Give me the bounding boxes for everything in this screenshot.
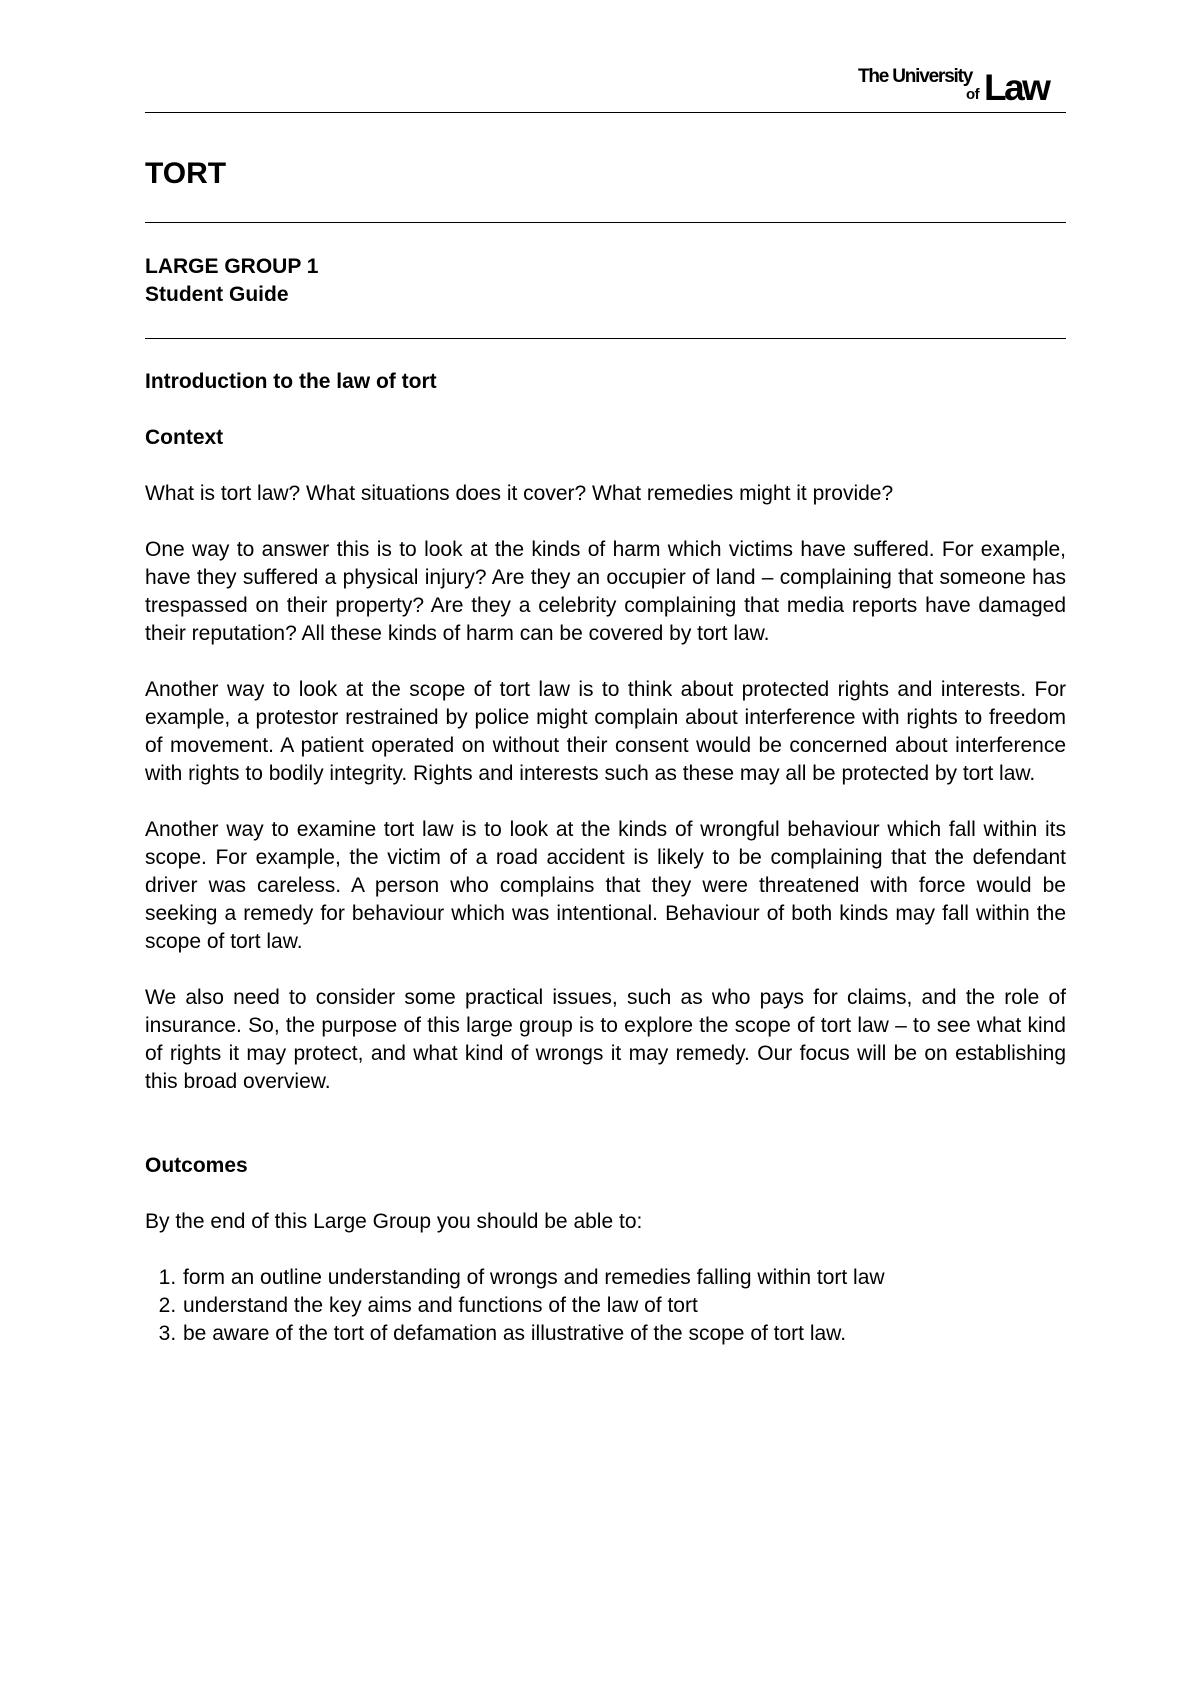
context-paragraph: One way to answer this is to look at the kinds of harm which victims have suffered. For example, have they suffered a physical injury? Are they an occupier of land – complaining that someone has trespassed on their property? Are they a celebrity complaining that media reports have damaged their reputation? All these kinds of harm can be covered by tort law. — [145, 538, 1066, 645]
context-paragraph: What is tort law? What situations does it cover? What remedies might it provide? — [145, 482, 894, 505]
outcomes-list — [145, 1264, 1066, 1348]
context-paragraph: We also need to consider some practical issues, such as who pays for claims, and the role of insurance. So, the purpose of this large group is to explore the scope of tort law – to see what kind of rights it may protect, and what kind of wrongs it may remedy. Our focus will be on establishing this broad overview. — [145, 986, 1066, 1093]
outcome-item: 1. form an outline understanding of wrongs and remedies falling within tort law — [182, 1264, 1066, 1292]
logo-text-of: of — [966, 86, 979, 103]
session-divider — [145, 338, 1066, 339]
outcome-item: 2. understand the key aims and functions of the law of tort — [182, 1292, 1066, 1320]
header-divider — [145, 112, 1066, 113]
logo-text-university: The University — [858, 66, 973, 87]
outcomes-heading: Outcomes — [145, 1154, 248, 1177]
outcome-item: 3. be aware of the tort of defamation as illustrative of the scope of tort law. — [182, 1320, 1066, 1348]
outcomes-intro: By the end of this Large Group you should be able to: — [145, 1210, 643, 1233]
context-heading: Context — [145, 426, 224, 449]
logo-text-law: Law — [984, 67, 1049, 108]
intro-heading: Introduction to the law of tort — [145, 370, 437, 393]
guide-label: Student Guide — [145, 283, 289, 306]
document-body — [145, 368, 1066, 1348]
title-divider — [145, 222, 1066, 223]
context-paragraph: Another way to look at the scope of tort law is to think about protected rights and interests. For example, a protestor restrained by police might complain about interference with rights to freedom of movement. A patient operated on without their consent would be concerned about interference with rights to bodily integrity. Rights and interests such as these may all be protected by tort law. — [145, 678, 1066, 785]
session-label: LARGE GROUP 1 — [145, 255, 319, 278]
document-title: TORT — [145, 157, 227, 190]
university-logo — [858, 66, 1066, 108]
context-paragraph: Another way to examine tort law is to look at the kinds of wrongful behaviour which fall within its scope. For example, the victim of a road accident is likely to be complaining that the defendant driver was careless. A person who complains that they were threatened with force would be seeking a remedy for behaviour which was intentional. Behaviour of both kinds may fall within the scope of tort law. — [145, 818, 1066, 953]
